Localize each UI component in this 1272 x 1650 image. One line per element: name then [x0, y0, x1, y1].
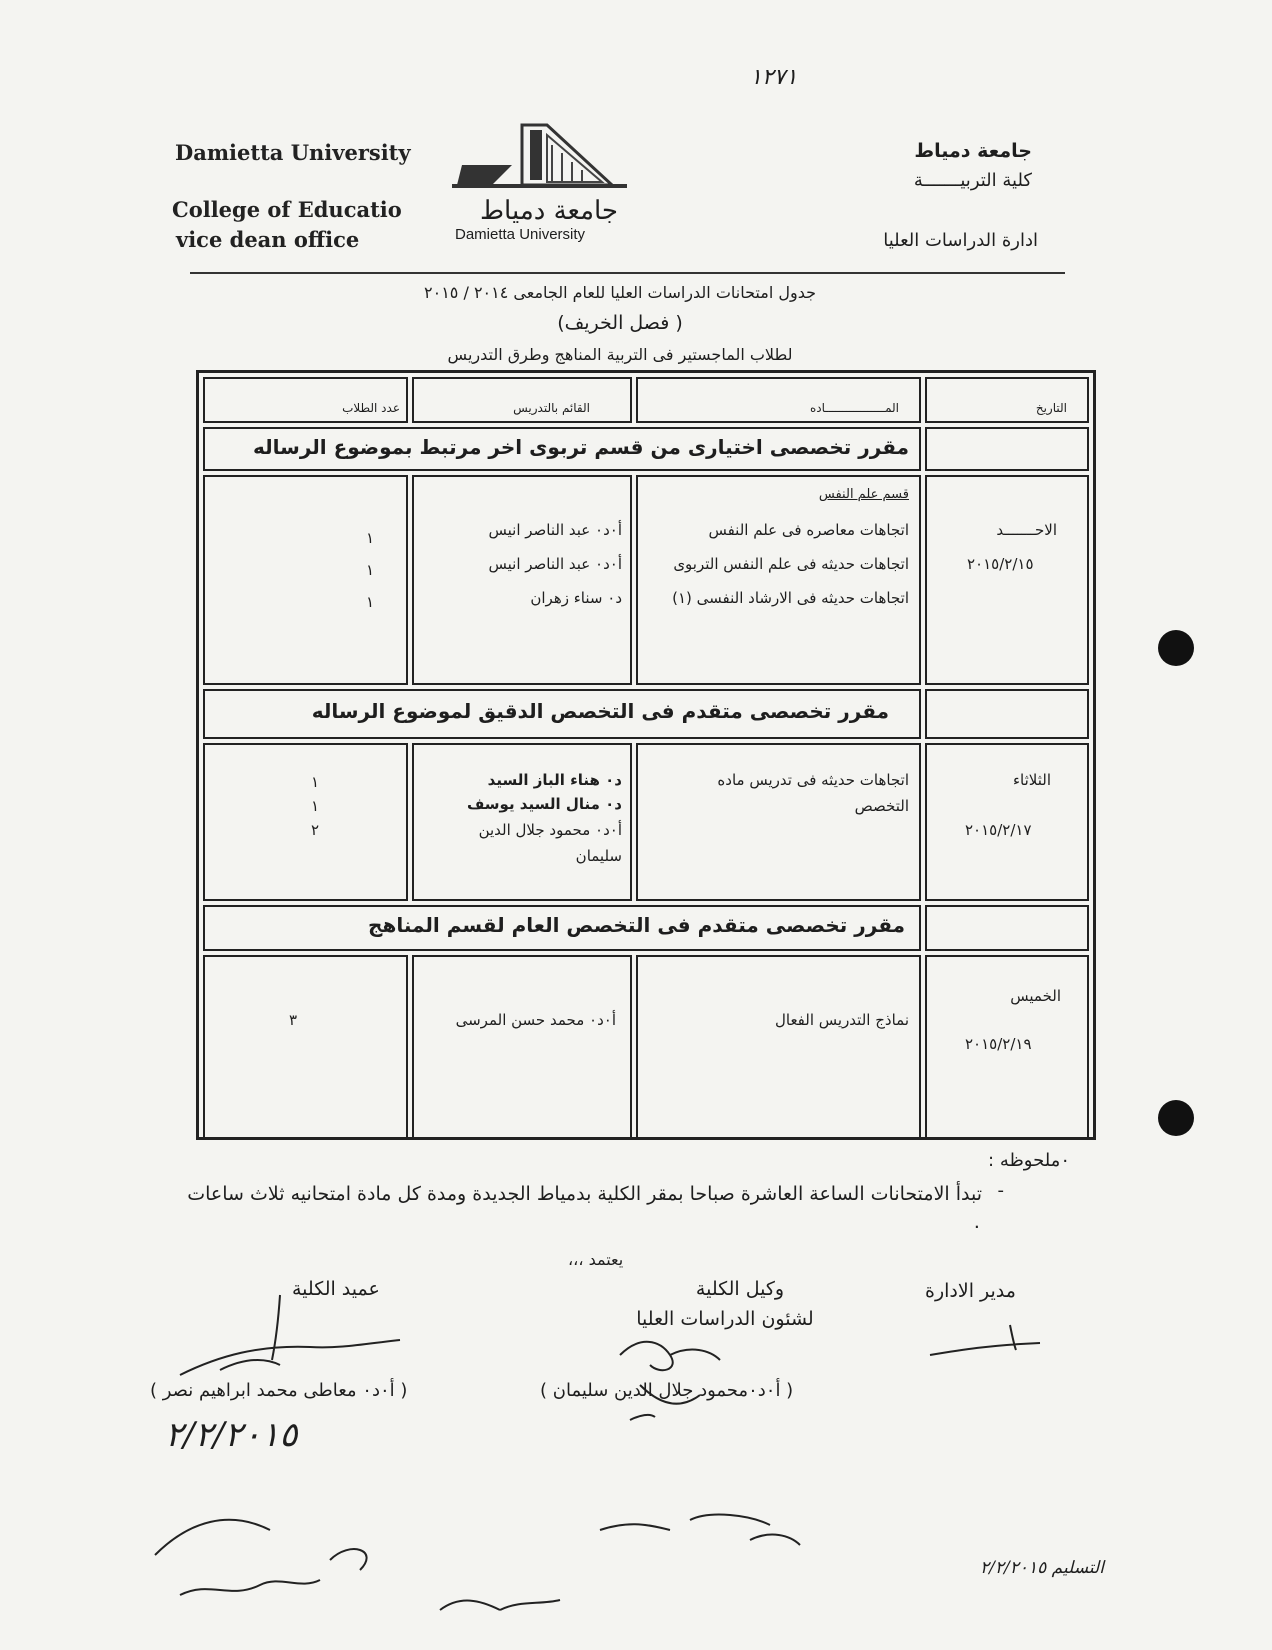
subject-name: اتجاهات حديثه فى تدريس ماده — [717, 771, 909, 789]
section-1-title: مقرر تخصصى اختيارى من قسم تربوى اخر مرتبط بموضوع الرساله — [253, 435, 909, 459]
instructor-name: أ٠د٠ عبد الناصر انيس — [488, 521, 622, 539]
students-cell — [203, 743, 408, 901]
college-name-en: College of Educatio — [172, 197, 402, 222]
students-count: ١ — [365, 561, 375, 579]
students-count: ١ — [310, 773, 320, 791]
subject-name: اتجاهات حديثه فى الارشاد النفسى (١) — [672, 589, 909, 607]
instructor-name: أ٠د٠ محمود جلال الدين — [478, 821, 622, 839]
instructor-name: سليمان — [575, 847, 622, 865]
header-date-label: التاريخ — [1035, 401, 1067, 415]
semester-title: ( فصل الخريف) — [557, 312, 683, 334]
college-name-ar: كلية التربيـــــــة — [913, 170, 1032, 191]
exam-day: الخميس — [1010, 987, 1061, 1005]
students-cell — [203, 475, 408, 685]
note-label: ٠ملحوظه : — [988, 1150, 1070, 1171]
department-heading: قسم علم النفس — [818, 487, 909, 502]
program-title: لطلاب الماجستير فى التربية المناهج وطرق التدريس — [447, 345, 793, 364]
section-title-cell — [203, 427, 921, 471]
exam-date: ٢٠١٥/٢/١٧ — [965, 821, 1032, 839]
section-date-spacer — [925, 427, 1089, 471]
note-bullet: - — [997, 1180, 1004, 1201]
approval-label: يعتمد ،،، — [568, 1250, 624, 1269]
university-name-en: Damietta University — [175, 140, 411, 165]
note-text: تبدأ الامتحانات الساعة العاشرة صباحا بمقر الكلية بدمياط الجديدة ومدة كل مادة امتحانيه ثلاث ساعات ٠ — [187, 1183, 982, 1237]
header-divider — [190, 272, 1065, 274]
instructor-cell — [412, 475, 632, 685]
section-date-spacer — [925, 689, 1089, 739]
students-count: ١ — [365, 529, 375, 547]
date-cell — [925, 475, 1089, 685]
subject-cell — [636, 955, 921, 1139]
logo-arabic-text: جامعة دمياط — [480, 196, 618, 226]
students-count: ٢ — [310, 821, 320, 839]
binder-hole-icon — [1158, 630, 1194, 666]
exam-date: ٢٠١٥/٢/١٥ — [967, 555, 1034, 573]
subject-name: اتجاهات معاصره فى علم النفس — [708, 521, 909, 539]
vice-dean-title: وكيل الكلية — [695, 1278, 785, 1300]
exam-day: الاحـــــــد — [996, 521, 1057, 539]
dean-title: عميد الكلية — [292, 1278, 380, 1300]
instructor-name: أ٠د٠ عبد الناصر انيس — [488, 555, 622, 573]
exam-day: الثلاثاء — [1012, 771, 1051, 789]
header-cell-students — [203, 377, 408, 423]
section-date-spacer — [925, 905, 1089, 951]
subject-name: نماذج التدريس الفعال — [774, 1011, 909, 1029]
section-3-title: مقرر تخصصى متقدم فى التخصص العام لقسم المناهج — [368, 913, 905, 937]
students-count: ١ — [365, 593, 375, 611]
handwritten-date: ٢/٢/٢٠١٥ — [165, 1415, 298, 1455]
header-cell-date — [925, 377, 1089, 423]
office-name-en: vice dean office — [176, 227, 360, 252]
dean-name: ( أ٠د٠ معاطى محمد ابراهيم نصر ) — [150, 1380, 408, 1401]
instructor-name: د٠ منال السيد يوسف — [466, 795, 622, 813]
manager-signature-icon — [920, 1315, 1060, 1365]
instructor-cell — [412, 743, 632, 901]
students-count: ١ — [310, 797, 320, 815]
instructor-name: د٠ هناء الباز السيد — [487, 771, 622, 789]
header-cell-instructor — [412, 377, 632, 423]
subject-cell — [636, 475, 921, 685]
manager-title: مدير الادارة — [925, 1280, 1016, 1302]
logo-latin-text: Damietta University — [455, 226, 586, 243]
university-name-ar: جامعة دمياط — [914, 140, 1032, 162]
header-cell-subject — [636, 377, 921, 423]
header-students-label: عدد الطلاب — [342, 401, 400, 415]
dean-signature-icon — [160, 1285, 420, 1385]
header-subject-label: المـــــــــــــــــاده — [810, 401, 899, 415]
students-cell — [203, 955, 408, 1139]
subject-name: التخصص — [854, 797, 909, 815]
header-instructor-label: القائم بالتدريس — [513, 401, 590, 415]
section-2-title: مقرر تخصصى متقدم فى التخصص الدقيق لموضوع الرساله — [311, 699, 889, 723]
section-title-cell — [203, 905, 921, 951]
handwritten-receipt-date: التسليم ٢/٢/٢٠١٥ — [980, 1558, 1104, 1578]
binder-hole-icon — [1158, 1100, 1194, 1136]
handwritten-annotations-icon — [150, 1500, 1030, 1650]
instructor-name: د٠ سناء زهران — [530, 589, 622, 607]
handwritten-ref-number: ١٢٧١ — [750, 65, 798, 90]
exam-date: ٢٠١٥/٢/١٩ — [965, 1035, 1032, 1053]
subject-cell — [636, 743, 921, 901]
department-name-ar: ادارة الدراسات العليا — [883, 230, 1038, 251]
exam-schedule-table — [196, 370, 1096, 1140]
date-cell — [925, 955, 1089, 1139]
vice-dean-name: ( أ٠د٠محمود جلال الدين سليمان ) — [540, 1380, 794, 1401]
vice-dean-subtitle: لشئون الدراسات العليا — [636, 1308, 814, 1330]
students-count: ٣ — [288, 1011, 298, 1029]
instructor-cell — [412, 955, 632, 1139]
schedule-title: جدول امتحانات الدراسات العليا للعام الجامعى ٢٠١٤ / ٢٠١٥ — [424, 283, 816, 302]
date-cell — [925, 743, 1089, 901]
instructor-name: أ٠د٠ محمد حسن المرسى — [455, 1011, 616, 1029]
subject-name: اتجاهات حديثه فى علم النفس التربوى — [673, 555, 909, 573]
section-title-cell — [203, 689, 921, 739]
vice-dean-signature-icon — [600, 1325, 760, 1425]
